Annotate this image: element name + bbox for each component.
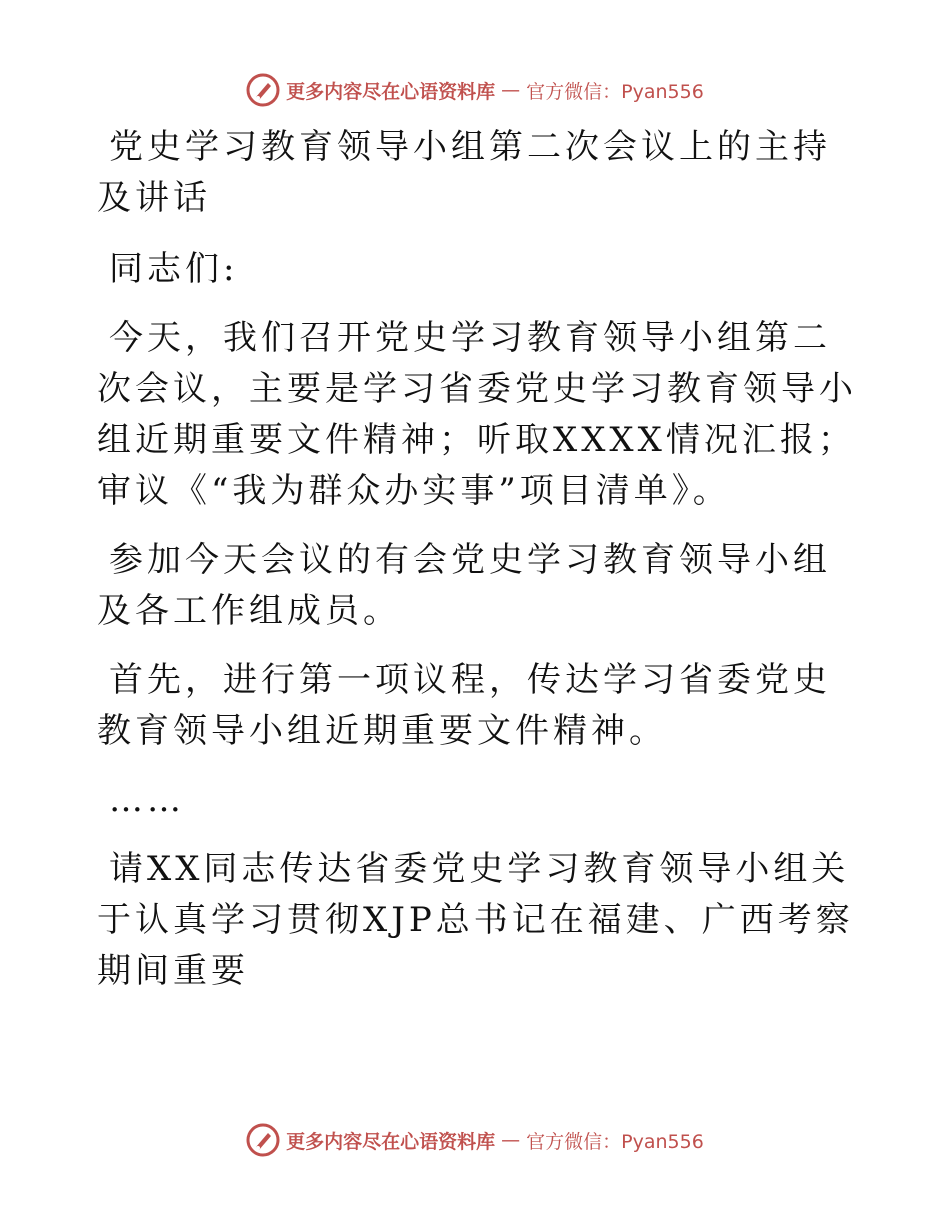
pen-logo-icon bbox=[246, 1123, 280, 1157]
document-body bbox=[97, 122, 857, 1015]
paragraph-attendees: 参加今天会议的有会党史学习教育领导小组及各工作组成员。 bbox=[97, 540, 831, 631]
watermark-dash: — bbox=[501, 79, 521, 101]
watermark-text: 更多内容尽在心语资料库 bbox=[286, 1130, 496, 1153]
watermark-dash: — bbox=[501, 1129, 521, 1151]
paragraph-agenda: 今天，我们召开党史学习教育领导小组第二次会议，主要是学习省委党史学习教育领导小组近期重要文件精神；听取XXXX情况汇报；审议《“我为群众办实事”项目清单》。 bbox=[97, 318, 857, 511]
watermark-wechat: 官方微信：Pyan556 bbox=[526, 1130, 704, 1153]
paragraph-transmit: 请XX同志传达省委党史学习教育领导小组关于认真学习贯彻XJP总书记在福建、广西考察期间重要 bbox=[97, 849, 854, 991]
paragraph-ellipsis: …… bbox=[109, 780, 185, 820]
document-title: 党史学习教育领导小组第二次会议上的主持及讲话 bbox=[97, 127, 831, 218]
footer-watermark bbox=[0, 1120, 950, 1160]
paragraph-greeting: 同志们: bbox=[109, 249, 239, 289]
watermark-wechat: 官方微信：Pyan556 bbox=[526, 80, 704, 103]
pen-logo-icon bbox=[246, 73, 280, 107]
paragraph-first-item: 首先，进行第一项议程，传达学习省委党史教育领导小组近期重要文件精神。 bbox=[97, 660, 831, 751]
watermark-text: 更多内容尽在心语资料库 bbox=[286, 80, 496, 103]
header-watermark bbox=[0, 70, 950, 110]
